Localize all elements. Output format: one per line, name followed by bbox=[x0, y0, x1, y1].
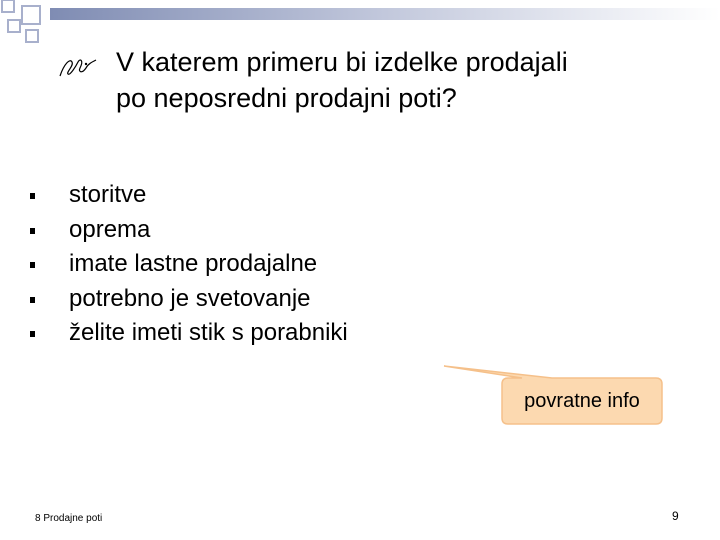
slide-title-line-1: V katerem primeru bi izdelke prodajali bbox=[116, 47, 568, 77]
page-number: 9 bbox=[672, 509, 679, 523]
bullet-list bbox=[30, 178, 348, 351]
bullet-text: storitve bbox=[69, 181, 147, 209]
footer-section-label: 8 Prodajne poti bbox=[35, 513, 103, 524]
square-bullet-icon bbox=[30, 331, 35, 337]
square-bullet-icon bbox=[30, 297, 35, 303]
bullet-text: imate lastne prodajalne bbox=[69, 250, 318, 278]
square-bullet-icon bbox=[30, 262, 35, 268]
bullet-item bbox=[30, 178, 348, 213]
square-bullet-icon bbox=[30, 193, 35, 199]
slide-title-line-2: po neposredni prodajni poti? bbox=[116, 83, 457, 113]
deco-square bbox=[2, 0, 14, 12]
header-decoration bbox=[0, 0, 720, 50]
deco-square bbox=[8, 20, 20, 32]
bullet-text: oprema bbox=[69, 215, 151, 243]
deco-square bbox=[26, 30, 38, 42]
bullet-text: želite imeti stik s porabniki bbox=[69, 319, 348, 347]
callout-label: povratne info bbox=[524, 389, 640, 412]
bullet-text: potrebno je svetovanje bbox=[69, 284, 311, 312]
bullet-item bbox=[30, 282, 348, 317]
script-flourish-icon bbox=[56, 54, 100, 80]
bullet-item bbox=[30, 316, 348, 351]
bullet-item bbox=[30, 247, 348, 282]
square-bullet-icon bbox=[30, 228, 35, 234]
bullet-item bbox=[30, 213, 348, 248]
deco-square bbox=[22, 6, 40, 24]
header-gradient-bar bbox=[50, 8, 720, 20]
slide-title bbox=[116, 44, 696, 116]
